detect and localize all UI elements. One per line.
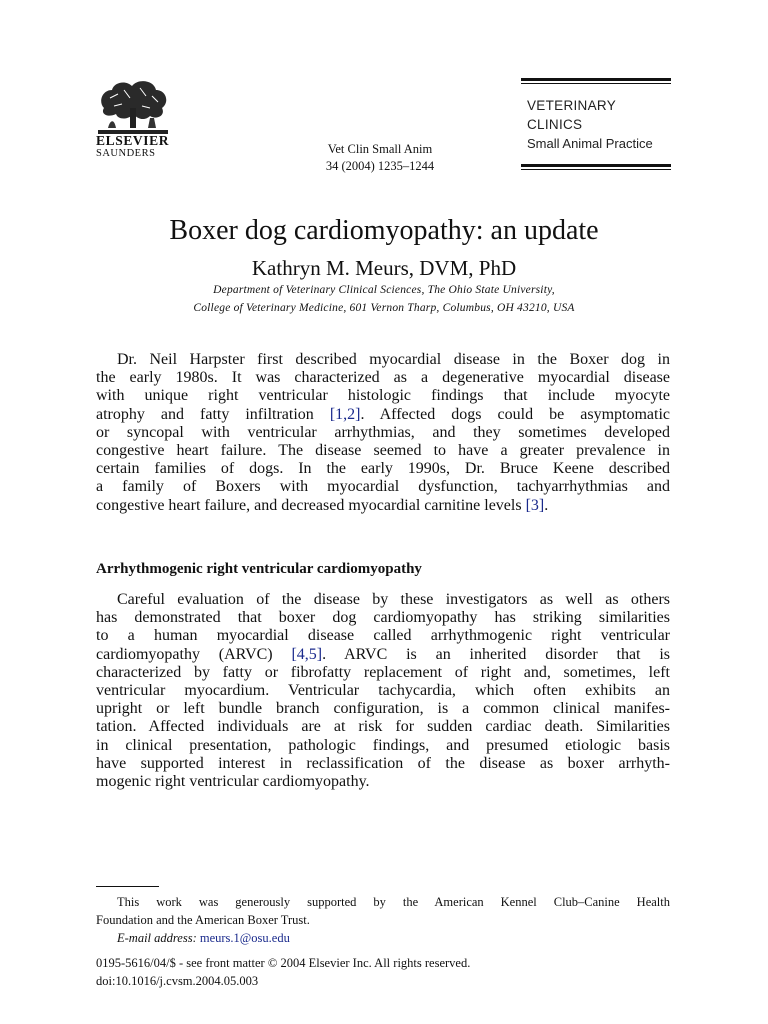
publisher-logo [96,78,176,162]
text-line: has demonstrated that boxer dog cardiomyopathy has striking similarities [96,609,670,627]
publisher-imprint: SAUNDERS [96,148,156,159]
email-label: E-mail address: [117,931,197,945]
text-line: Dr. Neil Harpster first described myocardial disease in the Boxer dog in [117,351,670,368]
text-run: atrophy and fatty infiltration [96,405,330,423]
article-author: Kathryn M. Meurs, DVM, PhD [251,256,517,280]
text-line [96,646,670,664]
footnote [96,893,670,947]
article-title: Boxer dog cardiomyopathy: an update [169,215,599,246]
text-line: ventricular myocardium. Ventricular tachycardia, which often exhibits an [96,682,670,700]
journal-abbrev: Vet Clin Small Anim [327,142,433,156]
text-run: congestive heart failure, and decreased myocardial carnitine levels [96,496,526,514]
citation-link[interactable]: [4,5] [291,645,323,663]
footnote-rule [96,886,159,887]
text-line: upright or left bundle branch configuration, is a common clinical manifes- [96,700,670,718]
brand-rule [521,169,671,170]
brand-line-2: CLINICS [527,117,583,132]
text-line: the early 1980s. It was characterized as a degenerative myocardial disease [96,369,670,387]
citation-link[interactable]: [1,2] [329,405,361,423]
text-line [96,497,670,515]
body-paragraph [96,591,670,791]
doi-line: doi:10.1016/j.cvsm.2004.05.003 [96,974,259,988]
text-line: or syncopal with ventricular arrhythmias, and they sometimes developed [96,423,670,441]
journal-volume-pages: 34 (2004) 1235–1244 [325,159,435,173]
issn-line: 0195-5616/04/$ - see front matter © 2004 Elsevier Inc. All rights reserved. [96,956,471,970]
section-heading: Arrhythmogenic right ventricular cardiomyopathy [96,561,422,577]
journal-reference [300,141,460,175]
text-line: with unique right ventricular histologic findings that include myocyte [96,387,670,405]
text-line: in clinical presentation, pathologic findings, and presumed etiologic basis [96,736,670,754]
elsevier-tree-icon [96,78,170,134]
body-paragraph [96,351,670,515]
footnote-line [96,929,670,947]
affiliation-line: College of Veterinary Medicine, 601 Vernon Tharp, Columbus, OH 43210, USA [193,302,575,314]
footnote-line: Foundation and the American Boxer Trust. [96,913,310,927]
text-line: have supported interest in reclassification of the disease as boxer arrhyth- [96,754,670,772]
citation-link[interactable]: [3] [525,496,545,514]
brand-line-3: Small Animal Practice [527,136,653,151]
brand-rule [521,83,671,84]
text-run: . ARVC is an inherited disorder that is [322,645,670,663]
brand-rule [521,78,671,81]
publisher-name: ELSEVIER [96,133,170,148]
text-line: mogenic right ventricular cardiomyopathy. [96,773,370,791]
text-line: congestive heart failure. The disease seemed to have a greater prevalence in [96,442,670,460]
text-line: certain families of dogs. In the early 1990s, Dr. Bruce Keene described [96,460,670,478]
footnote-line: This work was generously supported by the American Kennel Club–Canine Health [117,895,670,909]
brand-line-1: VETERINARY [527,98,617,113]
text-line: tation. Affected individuals are at risk for sudden cardiac death. Similarities [96,718,670,736]
text-line: characterized by fatty or fibrofatty replacement of right and, sometimes, left [96,663,670,681]
text-line: to a human myocardial disease called arrhythmogenic right ventricular [96,627,670,645]
journal-brand [521,78,671,172]
text-line: a family of Boxers with myocardial dysfunction, tachyarrhythmias and [96,478,670,496]
text-line: Careful evaluation of the disease by these investigators as well as others [117,591,670,608]
affiliation-line: Department of Veterinary Clinical Sciences, The Ohio State University, [213,284,555,296]
text-run: . [544,496,549,514]
brand-rule [521,164,671,167]
text-line [96,406,670,424]
text-run: cardiomyopathy (ARVC) [96,645,292,663]
text-run: . Affected dogs could be asymptomatic [360,405,670,423]
email-link[interactable]: meurs.1@osu.edu [199,931,290,945]
